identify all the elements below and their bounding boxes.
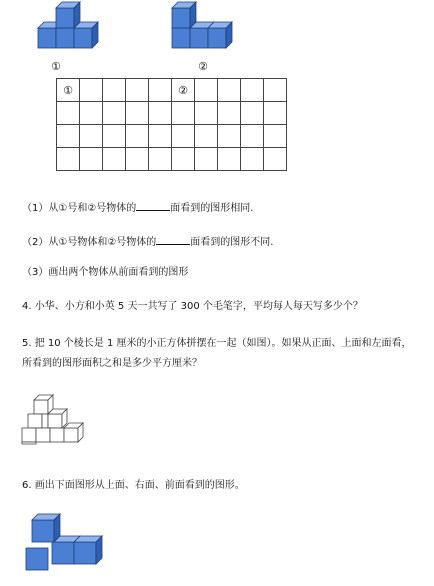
figure-2-cubes [170,4,234,50]
drawing-grid [56,78,287,171]
question-5-line-2: 所看到的图形面积之和是多少平方厘米？ [22,358,202,369]
grid-cell-2-label: ② [172,79,195,102]
question-5-line-1: 5. 把 10 个棱长是 1 厘米的小正方体拼摆在一起（如图）。如果从正面、上面和左面看， [22,338,412,349]
question-3: （3）画出两个物体从前面看到的图形 [22,267,189,278]
figure-1-label: ① [51,60,61,73]
question-4: 4. 小华、小方和小英 5 天一共写了 300 个毛笔字，平均每人每天写多少个？ [22,301,363,312]
figure-1-cubes [36,4,100,50]
answer-blank-1[interactable] [136,199,170,211]
question-6: 6. 画出下面图形从上面、右面、前面看到的图形。 [22,480,245,491]
answer-blank-2[interactable] [156,233,190,245]
figure-6-cubes [22,514,110,580]
question-1: （1）从①号和②号物体的 面看到的图形相同. [22,199,253,216]
white-cube-staircase [20,392,92,456]
grid-cell-1-label: ① [57,79,80,102]
question-2: （2）从①号物体和②号物体的 面看到的图形不同. [22,233,273,250]
figure-2-label: ② [198,60,208,73]
